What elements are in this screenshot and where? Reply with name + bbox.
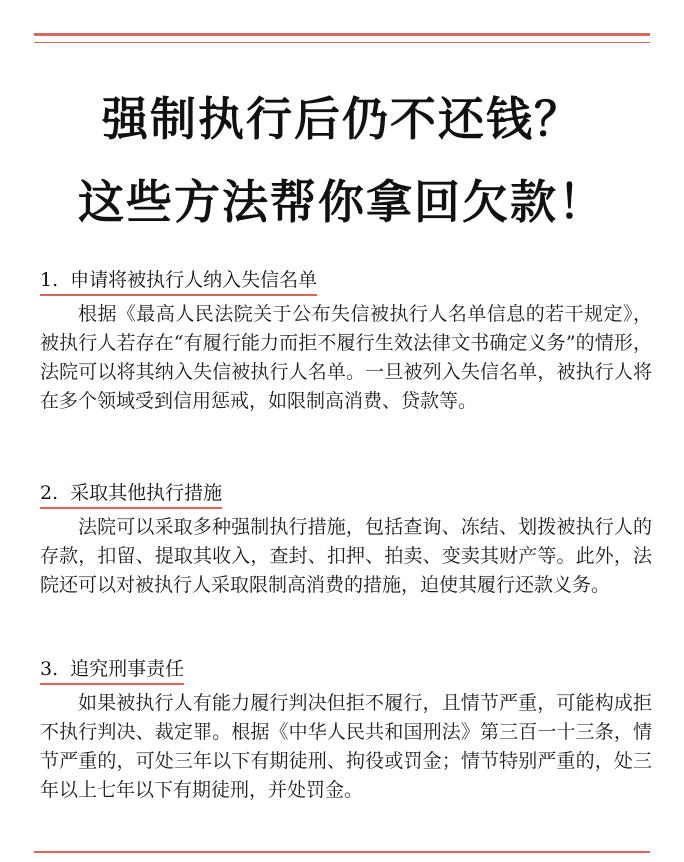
- top-rule-thick: [34, 33, 650, 36]
- section-heading-text: 采取其他执行措施: [70, 482, 223, 504]
- section-heading: [40, 656, 184, 685]
- section-blacklist: [40, 267, 652, 416]
- section-number: 1.: [40, 269, 59, 291]
- section-heading: [40, 267, 317, 296]
- section-criminal-liability: [40, 656, 652, 805]
- section-heading-text: 追究刑事责任: [70, 658, 185, 680]
- page-title-line-1: 强制执行后仍不还钱？: [102, 92, 582, 146]
- section-other-measures: [40, 480, 652, 600]
- section-body: 法院可以采取多种强制执行措施，包括查询、冻结、划拨被执行人的存款，扣留、提取其收入，查封、扣押、拍卖、变卖其财产等。此外，法院还可以对被执行人采取限制高消费的措施，迫使其履行还款义务。: [40, 516, 652, 596]
- section-number: 3.: [40, 658, 59, 680]
- section-body: 如果被执行人有能力履行判决但拒不履行，且情节严重，可能构成拒不执行判决、裁定罪。根据《中华人民共和国刑法》第三百一十三条，情节严重的，可处三年以下有期徒刑、拘役或罚金；情节特别严重的，处三年以上七年以下有期徒刑，并处罚金。: [40, 692, 652, 801]
- section-body: 根据《最高人民法院关于公布失信被执行人名单信息的若干规定》，被执行人若存在“有履行能力而拒不履行生效法律文书确定义务”的情形，法院可以将其纳入失信被执行人名单。一旦被列入失信名单，被执行人将在多个领域受到信用惩戒，如限制高消费、贷款等。: [40, 303, 652, 412]
- bottom-rule: [34, 851, 650, 853]
- top-rule-thin: [34, 42, 650, 43]
- section-heading-text: 申请将被执行人纳入失信名单: [70, 269, 318, 291]
- section-heading: [40, 480, 222, 509]
- page-title-line-2: 这些方法帮你拿回欠款！: [78, 175, 606, 229]
- section-number: 2.: [40, 482, 59, 504]
